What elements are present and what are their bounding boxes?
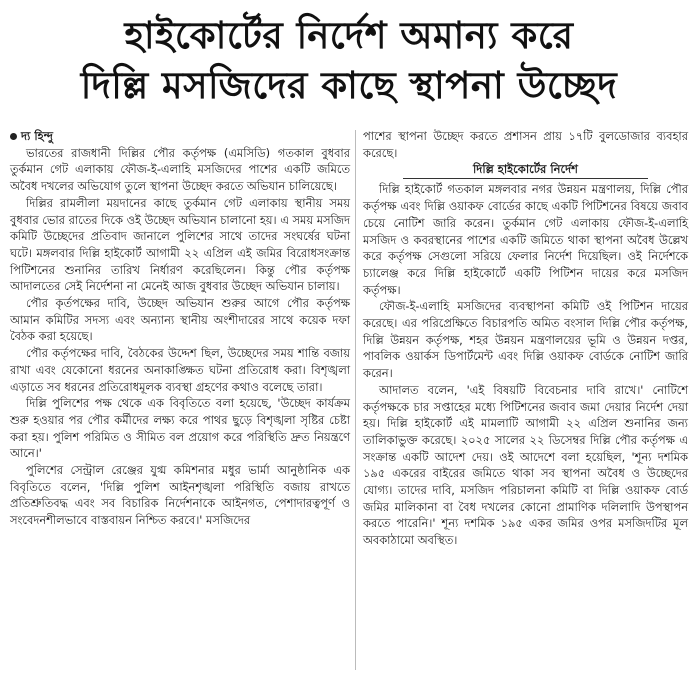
byline-source: দ্য হিন্দু [21, 129, 53, 143]
paragraph: ভারতের রাজধানী দিল্লির পৌর কর্তৃপক্ষ (এমসিডি) গতকাল বুধবার তুর্কমান গেট এলাকায় ফৌজ-ই-এলাহি মসজিদের পাশের একটি জমিতে অবৈধ দখলের অভিযোগ তুলে স্থাপনা উচ্ছেদ করতে অভিযান চালিয়েছে। [10, 145, 350, 194]
byline [10, 128, 350, 145]
paragraph: দিল্লি পুলিশের পক্ষ থেকে এক বিবৃতিতে বলা হয়েছে, 'উচ্ছেদ কার্যক্রম শুরু হওয়ার পর পৌর কর্মীদের লক্ষ্য করে পাথর ছুড়ে বিশৃঙ্খলা সৃষ্টির চেষ্টা করা হয়। পুলিশ পরিমিত ও সীমিত বল প্রয়োগ করে পরিস্থিতি দ্রুত নিয়ন্ত্রণে আনে।' [10, 396, 350, 461]
left-column [10, 128, 350, 529]
continuation-paragraph: পাশের স্থাপনা উচ্ছেদ করতে প্রশাসন প্রায় ১৭টি বুলডোজার ব্যবহার করেছে। [363, 129, 688, 160]
headline-line-1: হাইকোর্টের নির্দেশ অমান্য করে [124, 13, 574, 57]
column-divider [355, 130, 356, 670]
paragraph: পুলিশের সেন্ট্রাল রেঞ্জের যুগ্ম কমিশনার মধুর ভার্মা আনুষ্ঠানিক এক বিবৃতিতে বলেন, 'দিল্লি পুলিশ আইনশৃঙ্খলা পরিস্থিতি বজায় রাখতে প্রতিশ্রুতিবদ্ধ এবং সব বিচারিক নির্দেশনাকে আইনগত, পেশাদারত্বপূর্ণ ও সংবেদনশীলভাবে বাস্তবায়ন নিশ্চিত করবে।' মসজিদের [10, 463, 350, 528]
paragraph: দিল্লির রামলীলা ময়দানের কাছে তুর্কমান গেট এলাকায় স্থানীয় সময় বুধবার ভোর রাতের দিকে ওই উচ্ছেদ অভিযান চালানো হয়। এ সময় মসজিদ কমিটি উচ্ছেদের প্রতিবাদ জানালে পুলিশের সাথে তাদের সংঘর্ষের ঘটনা ঘটে। মঙ্গলবার দিল্লি হাইকোর্ট আগামী ২২ এপ্রিল এই জমির বিরোধসংক্রান্ত পিটিশনের শুনানির তারিখ নির্ধারণ করেছিলেন। কিন্তু পৌর কর্তৃপক্ষ আদালতের সেই নির্দেশনা না মেনেই আজ বুধবার উচ্ছেদ অভিযান চালায়। [10, 195, 350, 294]
paragraph: আদালত বলেন, 'এই বিষয়টি বিবেচনার দাবি রাখে।' নোটিশে কর্তৃপক্ষকে চার সপ্তাহের মধ্যে পিটিশনের জবাব জমা দেয়ার নির্দেশ দেয়া হয়। দিল্লি হাইকোর্ট এই মামলাটি আগামী ২২ এপ্রিল শুনানির জন্য তালিকাভুক্ত করেছে। ২০২৫ সালের ২২ ডিসেম্বর দিল্লি পৌর কর্তৃপক্ষ এ সংক্রান্ত একটি আদেশ দেয়। ওই আদেশে বলা হয়েছিল, 'শূন্য দশমিক ১৯৫ একরের বাইরের জমিতে থাকা সব স্থাপনা অবৈধ ও উচ্ছেদের যোগ্য। তাদের দাবি, মসজিদ পরিচালনা কমিটি বা দিল্লি ওয়াকফ বোর্ড জমির মালিকানা বা বৈধ দখলের কোনো প্রামাণিক দলিলাদি উপস্থাপন করতে পারেনি।' শূন্য দশমিক ১৯৫ একর জমির ওপর মসজিদটির মূল অবকাঠামো অবস্থিত। [363, 382, 688, 548]
paragraph: দিল্লি হাইকোর্ট গতকাল মঙ্গলবার নগর উন্নয়ন মন্ত্রণালয়, দিল্লি পৌর কর্তৃপক্ষ এবং দিল্লি ওয়াকফ বোর্ডের কাছে একটি পিটিশনের বিষয়ে জবাব চেয়ে নোটিশ জারি করেন। তুর্কমান গেট এলাকায় ফৌজ-ই-এলাহি মসজিদ ও কবরস্থানের পাশের একটি জমিতে থাকা স্থাপনা অবৈধ উল্লেখ করে কর্তৃপক্ষ সেগুলো সরিয়ে ফেলার নির্দেশ দিয়েছিল। ওই নির্দেশকে চ্যালেঞ্জ করে দিল্লি হাইকোর্টে একটি পিটিশন দায়ের করে মসজিদ কর্তৃপক্ষ। [363, 182, 688, 297]
headline-line-2: দিল্লি মসজিদের কাছে স্থাপনা উচ্ছেদ [80, 63, 618, 107]
paragraph: পৌর কর্তৃপক্ষের দাবি, বৈঠকের উদ্দেশ ছিল, উচ্ছেদের সময় শান্তি বজায় রাখা এবং যেকোনো ধরনের অনাকাঙ্ক্ষিত ঘটনা প্রতিরোধ করা। বিশৃঙ্খলা এড়াতে সব ধরনের প্রতিরোধমূলক ব্যবস্থা গ্রহণের কথাও বলেছে তারা। [10, 346, 350, 394]
paragraph: ফৌজ-ই-এলাহি মসজিদের ব্যবস্থাপনা কমিটি ওই পিটিশন দায়ের করেছে। এর পরিপ্রেক্ষিতে বিচারপতি অমিত বংসাল দিল্লি পৌর কর্তৃপক্ষ, দিল্লি উন্নয়ন কর্তৃপক্ষ, শহর উন্নয়ন মন্ত্রণালয়ের ভূমি ও উন্নয়ন দপ্তর, পাবলিক ওয়ার্কস ডিপার্টমেন্ট এবং দিল্লি ওয়াকফ বোর্ডকে নোটিশ জারি করেন। [363, 299, 688, 381]
bullet-icon [10, 133, 17, 140]
right-column [363, 128, 688, 549]
headline [0, 10, 698, 110]
paragraph: পৌর কৃর্তপক্ষের দাবি, উচ্ছেদ অভিযান শুরুর আগে পৌর কর্তৃপক্ষ আমান কমিটির সদস্য এবং অন্যান্য স্থানীয় অংশীদারের সাথে কয়েক দফা বৈঠক করা হয়েছে। [10, 296, 350, 344]
section-subheading: দিল্লি হাইকোর্টের নির্দেশ [403, 161, 648, 179]
